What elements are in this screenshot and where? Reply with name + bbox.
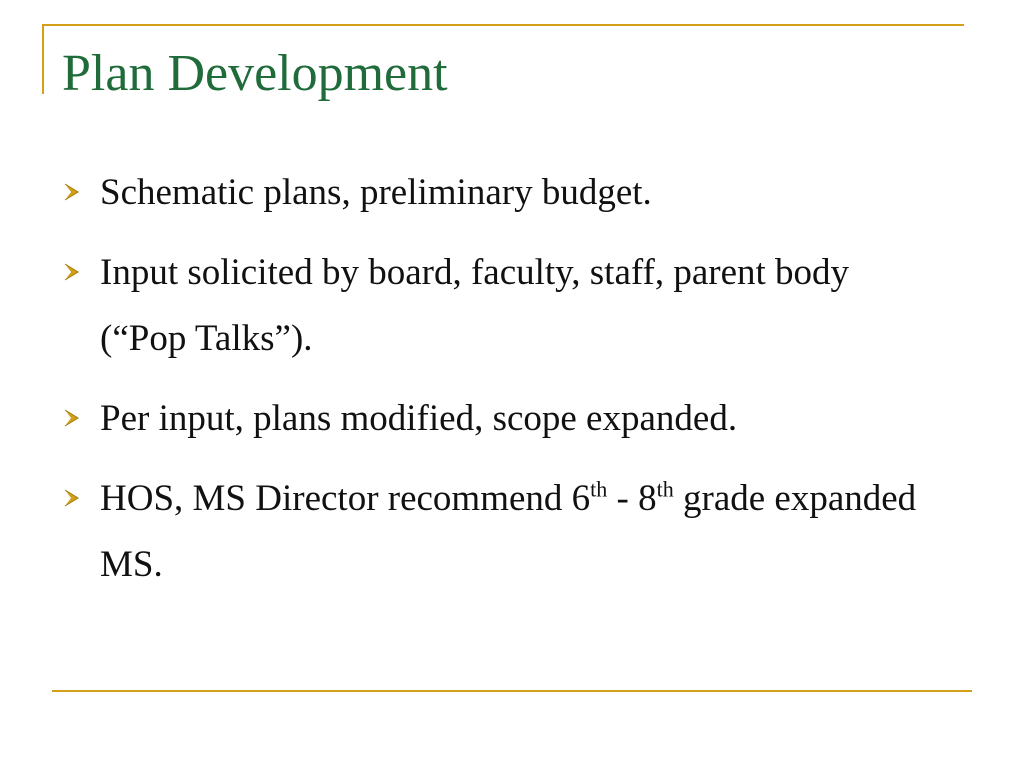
bullet-text: Per input, plans modified, scope expanded. (100, 398, 738, 439)
ordinal-suffix: th (590, 476, 608, 502)
ordinal-suffix: th (656, 476, 674, 502)
bullet-list (62, 160, 942, 612)
bullet-text: Input solicited by board, faculty, staff, parent body (“Pop Talks”). (100, 252, 850, 359)
top-divider (42, 24, 964, 26)
bullet-item (62, 466, 942, 598)
bullet-item (62, 386, 942, 452)
bullet-text-part: - 8 (607, 478, 657, 519)
chevron-arrow-right-icon (64, 407, 80, 429)
chevron-arrow-right-icon (64, 261, 80, 283)
bullet-text-part: HOS, MS Director recommend 6 (100, 478, 591, 519)
bullet-item (62, 160, 942, 226)
left-divider (42, 24, 44, 94)
bottom-divider (52, 690, 972, 692)
bullet-text: Schematic plans, preliminary budget. (100, 172, 652, 213)
bullet-item (62, 240, 942, 372)
chevron-arrow-right-icon (64, 487, 80, 509)
bullet-text-part: grade expanded MS. (100, 478, 917, 585)
slide-title: Plan Development (62, 45, 448, 102)
bullet-text (100, 478, 916, 585)
chevron-arrow-right-icon (64, 181, 80, 203)
